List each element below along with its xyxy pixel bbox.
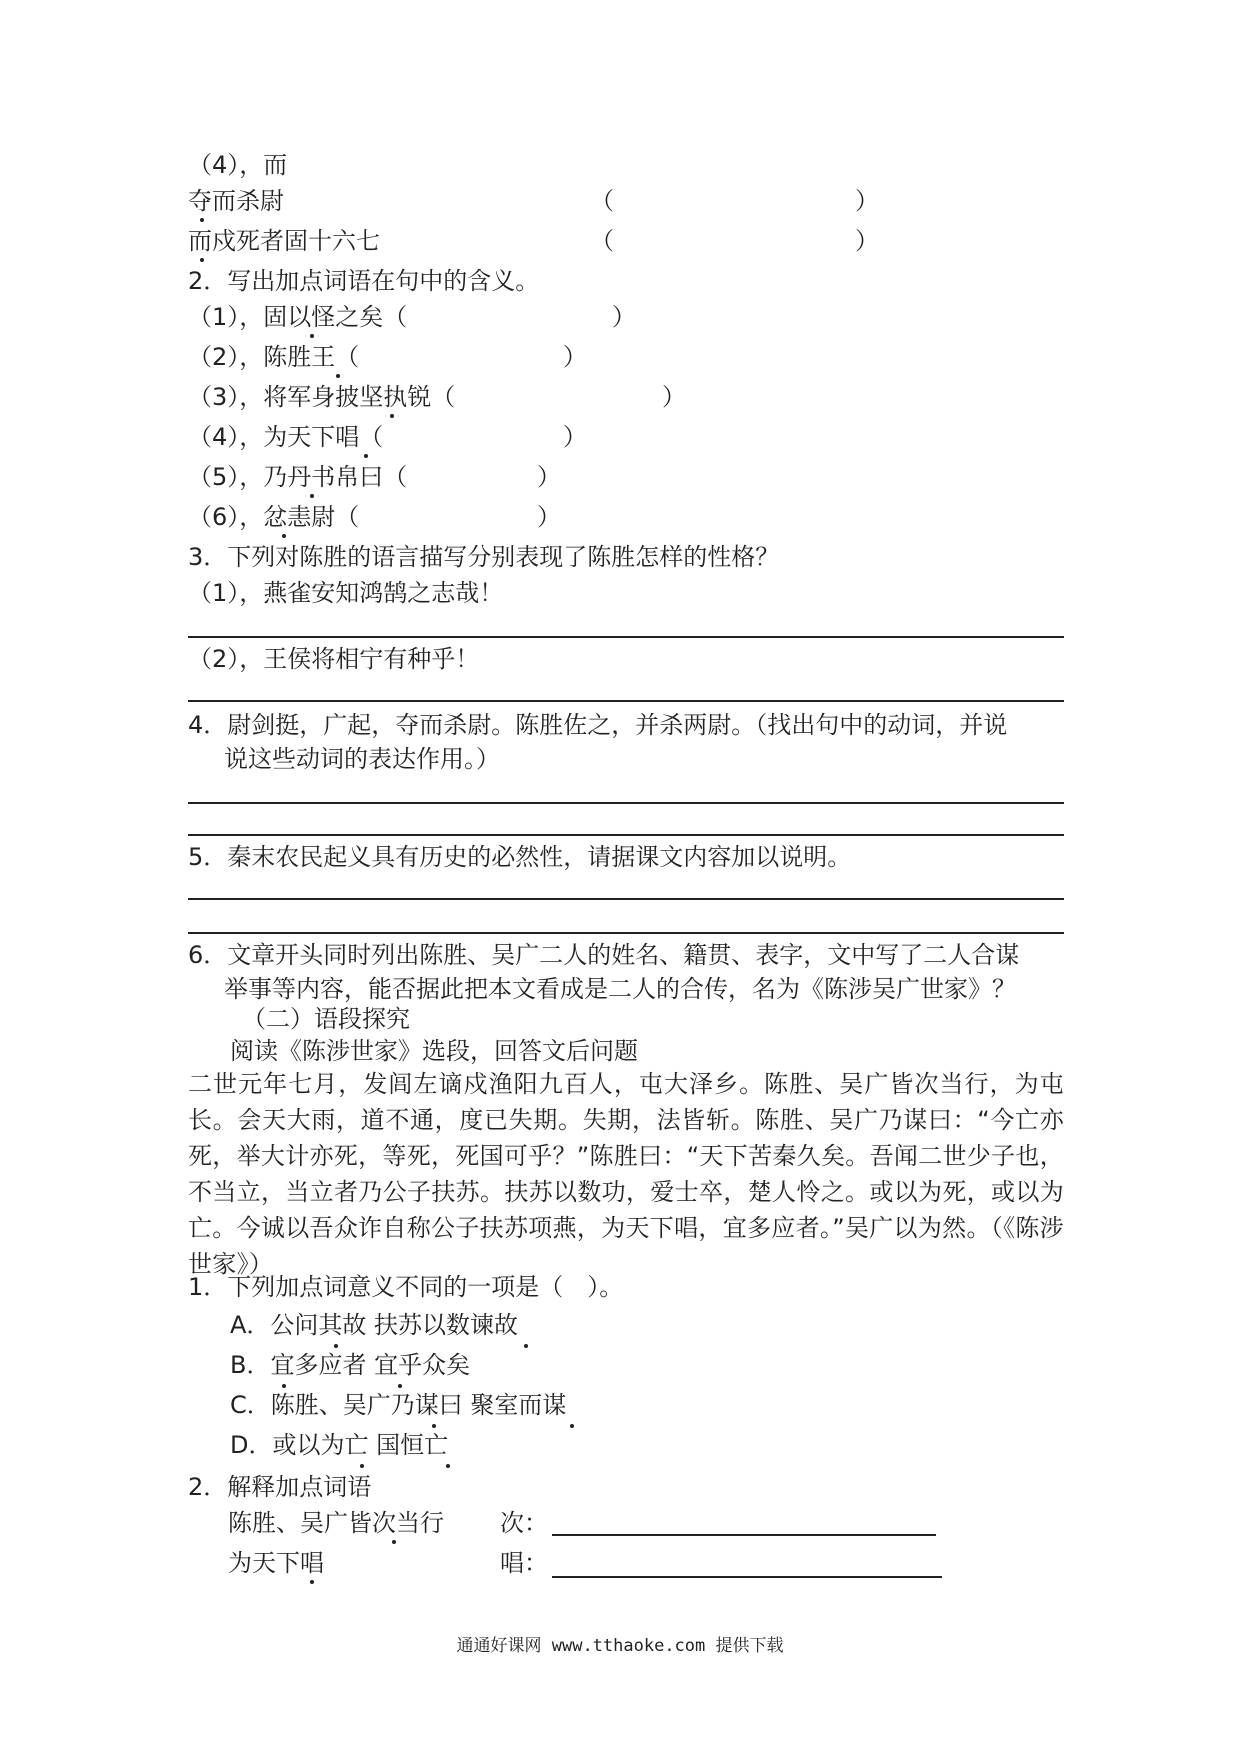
s2-q1-option-a: A．公问其故 扶苏以数谏故	[230, 1311, 519, 1339]
q2-item-1: （1），固以怪之矣（	[188, 303, 408, 331]
q3-title: 3．下列对陈胜的语言描写分别表现了陈胜怎样的性格？	[188, 543, 780, 571]
q4-item-2-close: ）	[855, 227, 879, 255]
emphasis-dot	[392, 1540, 396, 1544]
s2-q2-word-1: 次：	[500, 1509, 548, 1537]
s2-q2-word-2: 唱：	[500, 1549, 548, 1577]
emphasis-dot	[360, 1464, 364, 1468]
emphasis-dot	[390, 414, 394, 418]
emphasis-dot	[200, 258, 204, 262]
q4-title: 4．尉剑挺，广起，夺而杀尉。陈胜佐之，并杀两尉。（找出句中的动词，并说	[188, 711, 1008, 739]
q5-title: 5．秦末农民起义具有历史的必然性，请据课文内容加以说明。	[188, 843, 852, 871]
emphasis-dot	[524, 1344, 528, 1348]
emphasis-dot	[570, 1424, 574, 1428]
q6-title-cont: 举事等内容，能否据此把本文看成是二人的合传，名为《陈涉吴广世家》？	[224, 975, 1016, 1003]
q2-item-5: （5），乃丹书帛曰（	[188, 463, 408, 491]
answer-line[interactable]	[188, 802, 1064, 804]
emphasis-dot	[364, 454, 368, 458]
q2-item-2: （2），陈胜王（	[188, 343, 360, 371]
answer-line[interactable]	[188, 932, 1064, 934]
q2-title: 2．写出加点词语在句中的含义。	[188, 267, 540, 295]
s2-q1-option-c: C．陈胜、吴广乃谋曰 聚室而谋	[230, 1391, 567, 1419]
q4-item-2-open: （	[590, 227, 614, 255]
emphasis-dot	[310, 1580, 314, 1584]
q4-item-2: 而戍死者固十六七	[188, 227, 380, 255]
answer-line[interactable]	[188, 898, 1064, 900]
q2-item-6: （6），忿恚尉（	[188, 503, 360, 531]
q2-item-6-close: ）	[537, 503, 561, 531]
s2-q2-sentence-1: 陈胜、吴广皆次当行	[228, 1509, 444, 1537]
q4-heading: （4），而	[188, 151, 288, 179]
emphasis-dot	[310, 494, 314, 498]
q2-item-3: （3），将军身披坚执锐（	[188, 383, 456, 411]
section2-heading: （二）语段探究	[242, 1005, 410, 1033]
q4-item-1-close: ）	[855, 187, 879, 215]
emphasis-dot	[446, 1464, 450, 1468]
answer-line[interactable]	[188, 636, 1064, 638]
q3-item-2: （2），王侯将相宁有种乎！	[188, 645, 480, 673]
q2-item-4-close: ）	[563, 423, 587, 451]
answer-line[interactable]	[188, 700, 1064, 702]
emphasis-dot	[310, 334, 314, 338]
answer-blank-1[interactable]	[552, 1534, 936, 1536]
section2-instruction: 阅读《陈涉世家》选段，回答文后问题	[230, 1037, 638, 1065]
page-footer: 通通好课网 www.tthaoke.com 提供下载	[456, 1636, 784, 1656]
q3-item-1: （1），燕雀安知鸿鹄之志哉！	[188, 579, 504, 607]
q4-item-1-open: （	[590, 187, 614, 215]
q2-item-5-close: ）	[537, 463, 561, 491]
q2-item-3-close: ）	[662, 383, 686, 411]
emphasis-dot	[282, 1384, 286, 1388]
s2-q1-title: 1．下列加点词意义不同的一项是（ ）。	[188, 1273, 624, 1301]
emphasis-dot	[398, 1384, 402, 1388]
s2-q1-option-d: D．或以为亡 国恒亡	[230, 1431, 449, 1459]
emphasis-dot	[334, 1344, 338, 1348]
reading-passage: 二世元年七月，发闾左谪戍渔阳九百人，屯大泽乡。陈胜、吴广皆次当行，为屯长。会天大雨，道不通，度已失期。失期，法皆斩。陈胜、吴广乃谋曰：“今亡亦死，举大计亦死，等死，死国可乎？”陈胜曰：“天下苦秦久矣。吾闻二世少子也，不当立，当立者乃公子扶苏。扶苏以数功，爱士卒，楚人怜之。或以为死，或以为亡。今诚以吾众诈自称公子扶苏项燕，为天下唱，宜多应者。”吴广以为然。（《陈涉世家》）	[188, 1070, 1064, 1278]
q4-item-1: 夺而杀尉	[188, 187, 284, 215]
q4-title-cont: 说这些动词的表达作用。）	[224, 745, 500, 773]
q6-title: 6．文章开头同时列出陈胜、吴广二人的姓名、籍贯、表字，文中写了二人合谋	[188, 941, 1020, 969]
emphasis-dot	[336, 374, 340, 378]
s2-q2-title: 2．解释加点词语	[188, 1473, 372, 1501]
answer-blank-2[interactable]	[552, 1576, 942, 1578]
q2-item-2-close: ）	[563, 343, 587, 371]
s2-q1-option-b: B．宜多应者 宜乎众矣	[230, 1351, 471, 1379]
emphasis-dot	[432, 1424, 436, 1428]
s2-q2-sentence-2: 为天下唱	[228, 1549, 324, 1577]
emphasis-dot	[282, 534, 286, 538]
q2-item-4: （4），为天下唱（	[188, 423, 384, 451]
q2-item-1-close: ）	[612, 303, 636, 331]
answer-line[interactable]	[188, 834, 1064, 836]
emphasis-dot	[200, 218, 204, 222]
